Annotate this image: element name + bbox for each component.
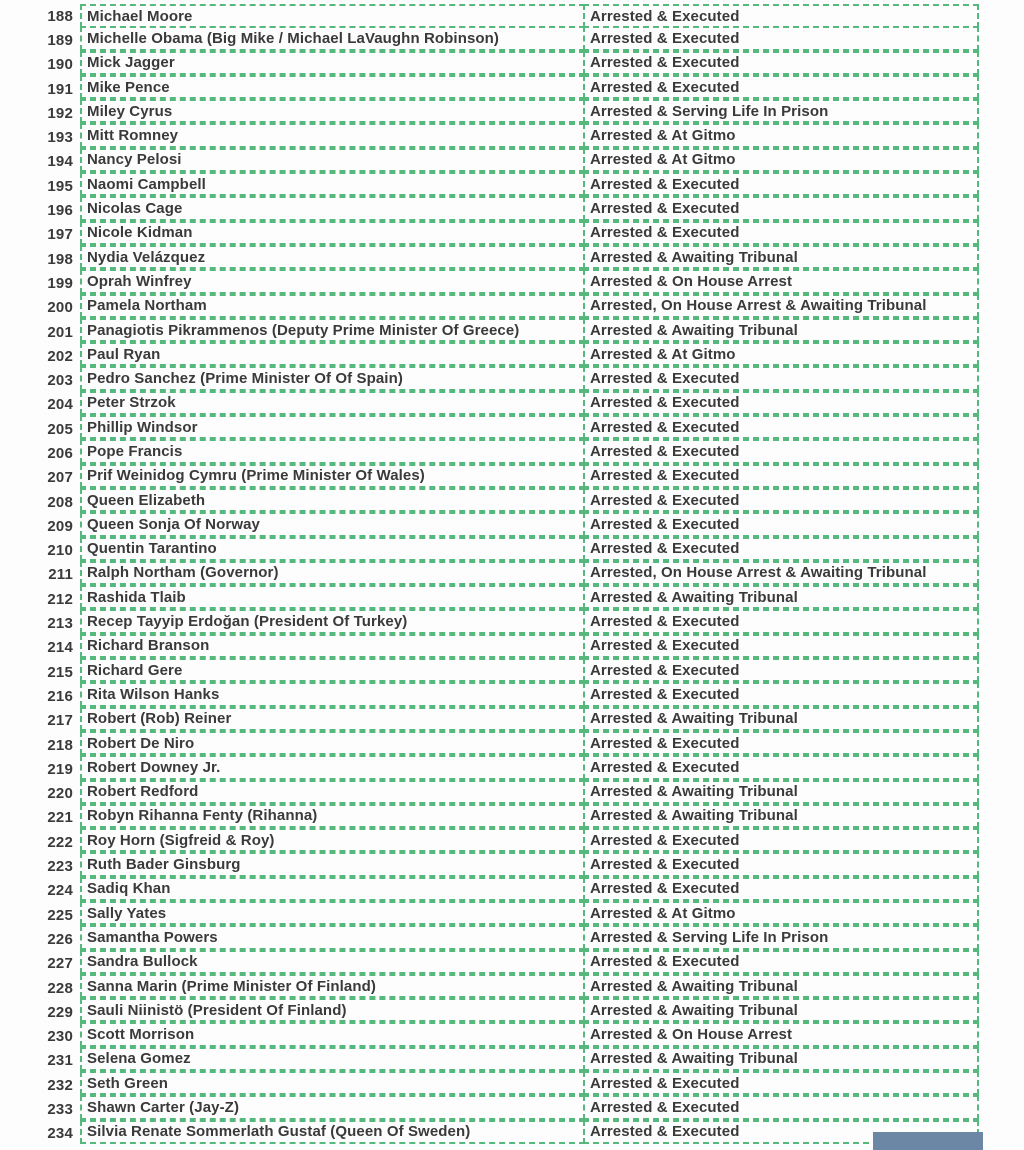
row-number: 204 — [47, 396, 73, 414]
name-cell: Michael Moore — [80, 4, 585, 28]
row-number: 208 — [47, 493, 73, 511]
row-number: 197 — [47, 226, 73, 244]
table-row — [0, 782, 979, 806]
status-cell: Arrested & Executed — [583, 196, 979, 220]
status-cell: Arrested & At Gitmo — [583, 901, 979, 925]
table-row — [0, 1073, 979, 1097]
name-cell: Sadiq Khan — [80, 877, 585, 901]
row-number: 226 — [47, 930, 73, 948]
row-number: 218 — [47, 736, 73, 754]
status-cell: Arrested & Executed — [583, 731, 979, 755]
row-number: 234 — [47, 1125, 73, 1143]
row-number: 213 — [47, 615, 73, 633]
row-number: 190 — [47, 56, 73, 74]
row-number: 196 — [47, 202, 73, 220]
name-cell: Phillip Windsor — [80, 415, 585, 439]
table-row — [0, 952, 979, 976]
row-number: 189 — [47, 31, 73, 49]
row-number: 232 — [47, 1076, 73, 1094]
name-cell: Michelle Obama (Big Mike / Michael LaVaughn Robinson) — [80, 26, 585, 50]
status-cell: Arrested & Awaiting Tribunal — [583, 245, 979, 269]
name-cell: Silvia Renate Sommerlath Gustaf (Queen Of Sweden) — [80, 1120, 585, 1144]
name-cell: Sandra Bullock — [80, 950, 585, 974]
status-cell: Arrested & Executed — [583, 609, 979, 633]
name-cell: Nancy Pelosi — [80, 148, 585, 172]
name-cell: Richard Gere — [80, 658, 585, 682]
name-cell: Queen Sonja Of Norway — [80, 512, 585, 536]
row-number: 199 — [47, 274, 73, 292]
name-cell: Robert De Niro — [80, 731, 585, 755]
table-row — [0, 636, 979, 660]
name-cell: Oprah Winfrey — [80, 269, 585, 293]
status-cell: Arrested & Executed — [583, 75, 979, 99]
status-cell: Arrested & Awaiting Tribunal — [583, 707, 979, 731]
name-cell: Sanna Marin (Prime Minister Of Finland) — [80, 974, 585, 998]
table-row — [0, 927, 979, 951]
status-cell: Arrested & Executed — [583, 755, 979, 779]
status-cell: Arrested & Executed — [583, 852, 979, 876]
table-row — [0, 198, 979, 222]
status-cell: Arrested & Executed — [583, 415, 979, 439]
status-cell: Arrested & Awaiting Tribunal — [583, 780, 979, 804]
table-row — [0, 441, 979, 465]
status-cell: Arrested & Executed — [583, 512, 979, 536]
status-cell: Arrested, On House Arrest & Awaiting Tribunal — [583, 294, 979, 318]
row-number: 191 — [47, 80, 73, 98]
name-cell: Sauli Niinistö (President Of Finland) — [80, 998, 585, 1022]
row-number: 230 — [47, 1028, 73, 1046]
status-cell: Arrested & Executed — [583, 537, 979, 561]
status-cell: Arrested & At Gitmo — [583, 148, 979, 172]
name-cell: Seth Green — [80, 1071, 585, 1095]
name-cell: Robert Redford — [80, 780, 585, 804]
name-cell: Selena Gomez — [80, 1047, 585, 1071]
table-row — [0, 757, 979, 781]
status-cell: Arrested & Executed — [583, 682, 979, 706]
table-row — [0, 368, 979, 392]
status-cell: Arrested & Executed — [583, 488, 979, 512]
name-cell: Mike Pence — [80, 75, 585, 99]
table-row — [0, 1024, 979, 1048]
name-cell: Peter Strzok — [80, 391, 585, 415]
table-row — [0, 903, 979, 927]
name-cell: Scott Morrison — [80, 1022, 585, 1046]
name-cell: Quentin Tarantino — [80, 537, 585, 561]
status-cell: Arrested & Executed — [583, 877, 979, 901]
name-cell: Samantha Powers — [80, 925, 585, 949]
status-cell: Arrested & Awaiting Tribunal — [583, 585, 979, 609]
table-row — [0, 247, 979, 271]
table-row — [0, 28, 979, 52]
row-number: 224 — [47, 882, 73, 900]
row-number: 217 — [47, 712, 73, 730]
name-cell: Robert Downey Jr. — [80, 755, 585, 779]
row-number: 205 — [47, 420, 73, 438]
name-cell: Mick Jagger — [80, 51, 585, 75]
table-row — [0, 1000, 979, 1024]
table-row — [0, 320, 979, 344]
row-number: 207 — [47, 469, 73, 487]
table-row — [0, 539, 979, 563]
table-row — [0, 1049, 979, 1073]
name-cell: Mitt Romney — [80, 123, 585, 147]
table-row — [0, 4, 979, 28]
row-number: 195 — [47, 177, 73, 195]
status-cell: Arrested & Executed — [583, 1071, 979, 1095]
status-cell: Arrested & On House Arrest — [583, 269, 979, 293]
row-number: 203 — [47, 372, 73, 390]
row-number: 221 — [47, 809, 73, 827]
name-cell: Rashida Tlaib — [80, 585, 585, 609]
row-number: 216 — [47, 687, 73, 705]
row-number: 227 — [47, 955, 73, 973]
name-cell: Nicolas Cage — [80, 196, 585, 220]
row-number: 214 — [47, 639, 73, 657]
status-cell: Arrested & Awaiting Tribunal — [583, 974, 979, 998]
status-cell: Arrested & Executed — [583, 634, 979, 658]
status-cell: Arrested & At Gitmo — [583, 342, 979, 366]
table-row — [0, 223, 979, 247]
status-cell: Arrested & Executed — [583, 1120, 979, 1144]
status-cell: Arrested & Executed — [583, 4, 979, 28]
name-cell: Rita Wilson Hanks — [80, 682, 585, 706]
arrest-status-table — [0, 4, 979, 1146]
status-cell: Arrested & Executed — [583, 221, 979, 245]
status-cell: Arrested & Awaiting Tribunal — [583, 804, 979, 828]
status-cell: Arrested, On House Arrest & Awaiting Tribunal — [583, 561, 979, 585]
table-row — [0, 344, 979, 368]
name-cell: Roy Horn (Sigfreid & Roy) — [80, 828, 585, 852]
name-cell: Robert (Rob) Reiner — [80, 707, 585, 731]
status-cell: Arrested & Awaiting Tribunal — [583, 998, 979, 1022]
name-cell: Robyn Rihanna Fenty (Rihanna) — [80, 804, 585, 828]
row-number: 210 — [47, 542, 73, 560]
status-cell: Arrested & Executed — [583, 391, 979, 415]
name-cell: Panagiotis Pikrammenos (Deputy Prime Minister Of Greece) — [80, 318, 585, 342]
row-number: 231 — [47, 1052, 73, 1070]
row-number: 222 — [47, 833, 73, 851]
table-row — [0, 53, 979, 77]
status-cell: Arrested & Executed — [583, 950, 979, 974]
table-row — [0, 976, 979, 1000]
table-row — [0, 466, 979, 490]
status-cell: Arrested & Awaiting Tribunal — [583, 1047, 979, 1071]
status-cell: Arrested & Executed — [583, 439, 979, 463]
row-number: 193 — [47, 129, 73, 147]
status-cell: Arrested & On House Arrest — [583, 1022, 979, 1046]
row-number: 229 — [47, 1003, 73, 1021]
name-cell: Pamela Northam — [80, 294, 585, 318]
row-number: 202 — [47, 347, 73, 365]
row-number: 209 — [47, 517, 73, 535]
name-cell: Miley Cyrus — [80, 99, 585, 123]
name-cell: Shawn Carter (Jay-Z) — [80, 1095, 585, 1119]
status-cell: Arrested & Executed — [583, 1095, 979, 1119]
table-row — [0, 587, 979, 611]
status-cell: Arrested & Executed — [583, 51, 979, 75]
status-cell: Arrested & Executed — [583, 26, 979, 50]
table-row — [0, 1097, 979, 1121]
name-cell: Nydia Velázquez — [80, 245, 585, 269]
row-number: 215 — [47, 663, 73, 681]
row-number: 212 — [47, 590, 73, 608]
status-cell: Arrested & Serving Life In Prison — [583, 925, 979, 949]
status-cell: Arrested & Awaiting Tribunal — [583, 318, 979, 342]
status-cell: Arrested & Executed — [583, 828, 979, 852]
table-row — [0, 101, 979, 125]
row-number: 192 — [47, 104, 73, 122]
table-row — [0, 563, 979, 587]
row-number: 225 — [47, 906, 73, 924]
table-row — [0, 1122, 979, 1146]
table-row — [0, 684, 979, 708]
table-row — [0, 174, 979, 198]
table-row — [0, 854, 979, 878]
row-number: 233 — [47, 1101, 73, 1118]
row-number: 194 — [47, 153, 73, 171]
row-number: 223 — [47, 858, 73, 876]
row-number: 228 — [47, 979, 73, 997]
row-number: 206 — [47, 444, 73, 462]
row-number: 200 — [47, 299, 73, 317]
table-row — [0, 296, 979, 320]
table-row — [0, 490, 979, 514]
table-row — [0, 611, 979, 635]
table-row — [0, 125, 979, 149]
status-cell: Arrested & Executed — [583, 464, 979, 488]
row-number: 188 — [47, 7, 73, 25]
name-cell: Richard Branson — [80, 634, 585, 658]
name-cell: Pope Francis — [80, 439, 585, 463]
table-row — [0, 393, 979, 417]
table-row — [0, 806, 979, 830]
name-cell: Naomi Campbell — [80, 172, 585, 196]
name-cell: Ralph Northam (Governor) — [80, 561, 585, 585]
name-cell: Recep Tayyip Erdoğan (President Of Turkey) — [80, 609, 585, 633]
table-row — [0, 77, 979, 101]
name-cell: Pedro Sanchez (Prime Minister Of Of Spain) — [80, 366, 585, 390]
row-number: 211 — [48, 566, 73, 584]
name-cell: Ruth Bader Ginsburg — [80, 852, 585, 876]
name-cell: Sally Yates — [80, 901, 585, 925]
table-row — [0, 660, 979, 684]
table-row — [0, 514, 979, 538]
table-row — [0, 417, 979, 441]
row-number: 198 — [47, 250, 73, 268]
table-row — [0, 271, 979, 295]
status-cell: Arrested & Executed — [583, 366, 979, 390]
scrollbar-thumb[interactable] — [873, 1132, 983, 1150]
table-row — [0, 150, 979, 174]
table-row — [0, 733, 979, 757]
row-number: 220 — [47, 785, 73, 803]
table-row — [0, 830, 979, 854]
status-cell: Arrested & Serving Life In Prison — [583, 99, 979, 123]
name-cell: Paul Ryan — [80, 342, 585, 366]
table-row — [0, 879, 979, 903]
table-row — [0, 709, 979, 733]
row-number: 201 — [47, 323, 73, 341]
status-cell: Arrested & Executed — [583, 172, 979, 196]
status-cell: Arrested & Executed — [583, 658, 979, 682]
row-number: 219 — [47, 760, 73, 778]
name-cell: Nicole Kidman — [80, 221, 585, 245]
name-cell: Queen Elizabeth — [80, 488, 585, 512]
name-cell: Prif Weinidog Cymru (Prime Minister Of Wales) — [80, 464, 585, 488]
status-cell: Arrested & At Gitmo — [583, 123, 979, 147]
